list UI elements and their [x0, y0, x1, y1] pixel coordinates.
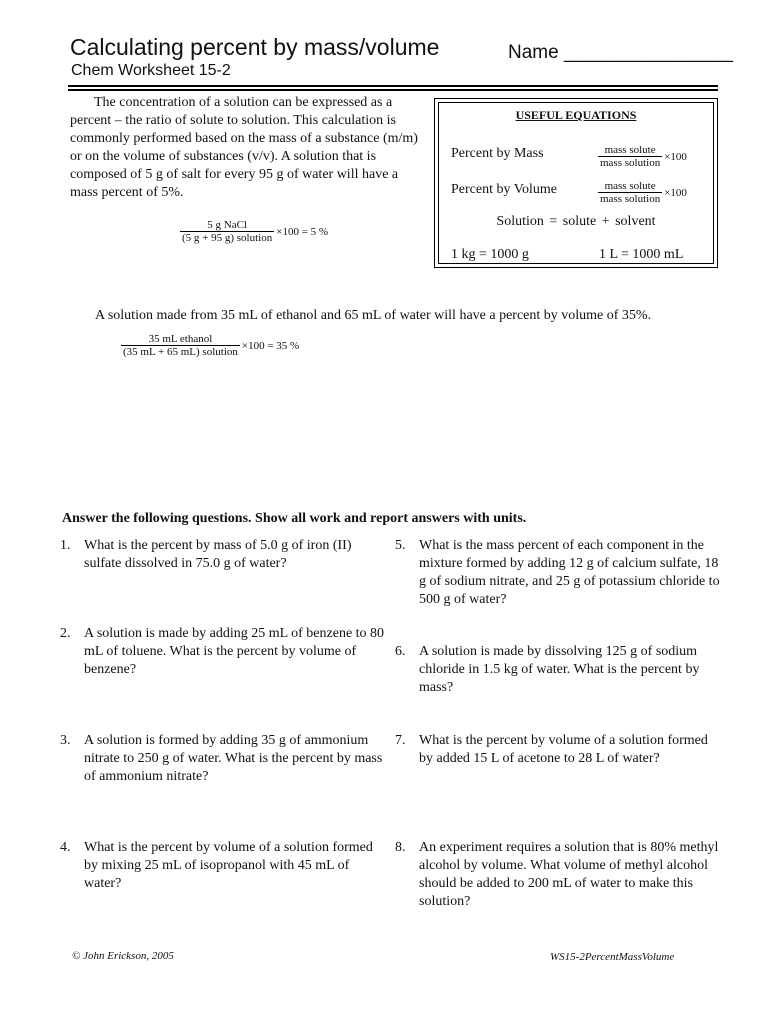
question-text: What is the mass percent of each component in the mixture formed by adding 12 g of calcium sulfate, 18 g of sodium nitrate, and 25 g of potassium chloride to 500 g of water? [419, 538, 720, 607]
percent-by-volume-formula [598, 180, 687, 205]
header-divider-bottom [68, 89, 718, 91]
formula-numerator: mass solute [604, 180, 656, 192]
question-text: What is the percent by volume of a solution formed by mixing 25 mL of isopropanol with 45 mL of water? [84, 840, 373, 891]
percent-by-mass-label: Percent by Mass [451, 146, 544, 161]
formula-numerator: mass solute [604, 144, 656, 156]
intro-paragraph: The concentration of a solution can be expressed as a percent – the ratio of solute to solution. This calculation is commonly performed based on the mass of a substance (m/m) or on the volume of substances (v/v). A solution that is composed of 5 g of salt for every 95 g of water will have a mass percent of 5%. [70, 95, 418, 200]
formula-factor: ×100 [664, 186, 687, 199]
question-text: A solution is formed by adding 35 g of ammonium nitrate to 250 g of water. What is the percent by mass of ammonium nitrate? [84, 733, 383, 784]
question-text: What is the percent by mass of 5.0 g of iron (II) sulfate dissolved in 75.0 g of water? [84, 538, 352, 571]
solution-equation: Solution = solute + solvent [496, 214, 656, 229]
header-divider-top [68, 85, 718, 87]
question-text: An experiment requires a solution that is 80% methyl alcohol by volume. What volume of methyl alcohol should be added to 200 mL of water to make this solution? [419, 840, 719, 909]
question-number: 6. [395, 644, 406, 659]
question-number: 2. [60, 626, 71, 641]
equations-box-title: USEFUL EQUATIONS [515, 108, 637, 122]
question-number: 1. [60, 538, 71, 553]
worksheet-title: Calculating percent by mass/volume [70, 34, 440, 60]
formula-result: ×100 = 35 % [241, 339, 300, 352]
formula-factor: ×100 [664, 150, 687, 163]
instructions: Answer the following questions. Show all work and report answers with units. [62, 511, 527, 526]
example-volume-percent-formula [121, 333, 299, 358]
formula-numerator: 5 g NaCl [207, 219, 247, 231]
kg-conversion: 1 kg = 1000 g [451, 247, 529, 262]
name-field-label: Name ________________ [508, 42, 734, 63]
formula-denominator: (5 g + 95 g) solution [182, 232, 273, 244]
footer-copyright: © John Erickson, 2005 [72, 950, 174, 962]
percent-by-mass-formula [598, 144, 687, 169]
formula-denominator: mass solution [600, 193, 661, 205]
percent-by-volume-label: Percent by Volume [451, 182, 558, 197]
question-number: 5. [395, 538, 406, 553]
footer-worksheet-code: WS15-2PercentMassVolume [550, 951, 675, 963]
formula-numerator: 35 mL ethanol [148, 333, 213, 345]
question-text: A solution is made by dissolving 125 g of sodium chloride in 1.5 kg of water. What is the percent by mass? [419, 644, 700, 695]
formula-denominator: (35 mL + 65 mL) solution [123, 346, 238, 358]
question-number: 8. [395, 840, 406, 855]
question-number: 7. [395, 733, 406, 748]
volume-example-text: A solution made from 35 mL of ethanol and 65 mL of water will have a percent by volume of 35%. [95, 308, 652, 323]
question-text: What is the percent by volume of a solution formed by added 15 L of acetone to 28 L of water? [419, 733, 708, 766]
question-text: A solution is made by adding 25 mL of benzene to 80 mL of toluene. What is the percent by volume of benzene? [84, 626, 385, 677]
formula-denominator: mass solution [600, 157, 661, 169]
formula-result: ×100 = 5 % [276, 225, 329, 238]
question-number: 4. [60, 840, 71, 855]
liter-conversion: 1 L = 1000 mL [599, 247, 684, 262]
question-number: 3. [60, 733, 71, 748]
worksheet-subtitle: Chem Worksheet 15-2 [71, 62, 231, 79]
example-mass-percent-formula [180, 219, 328, 244]
